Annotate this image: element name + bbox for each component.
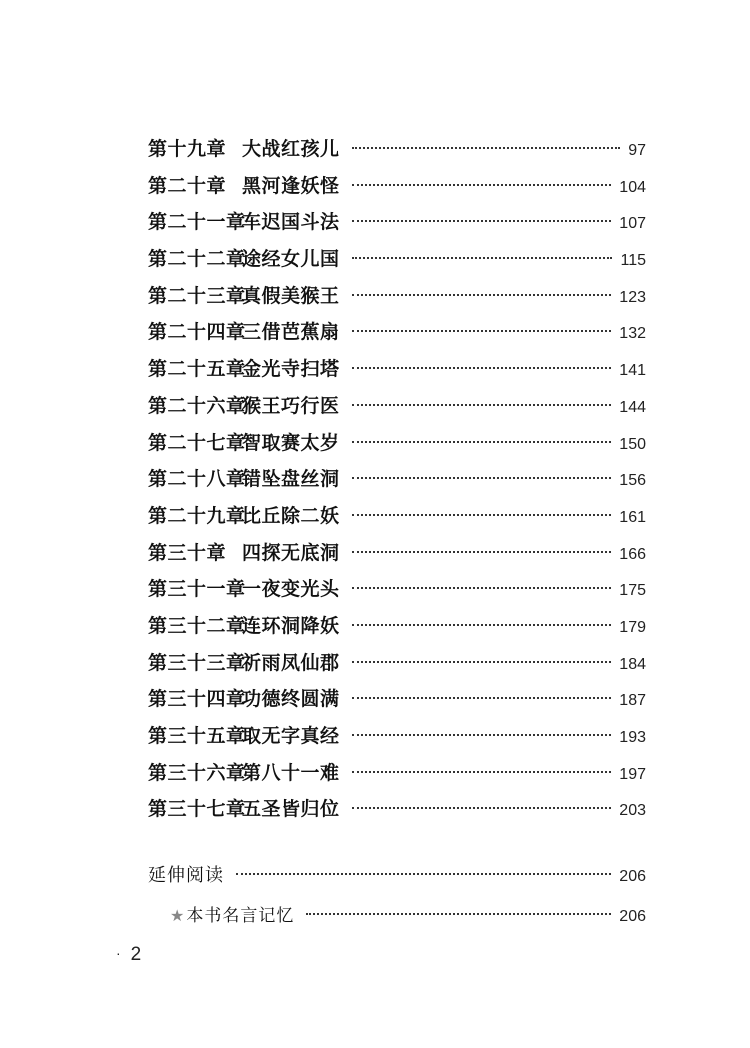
chapter-heading bbox=[148, 388, 340, 425]
extended-reading-section bbox=[148, 856, 646, 936]
toc-entry[interactable] bbox=[148, 425, 646, 462]
dot-leader bbox=[306, 913, 611, 915]
toc-entry[interactable] bbox=[148, 168, 646, 205]
chapter-heading bbox=[148, 571, 340, 608]
chapter-page: 175 bbox=[619, 582, 646, 600]
dot-leader bbox=[352, 697, 612, 699]
dot-leader bbox=[352, 147, 621, 149]
chapter-page: 193 bbox=[619, 729, 646, 746]
chapter-page: 97 bbox=[628, 142, 646, 159]
chapter-heading bbox=[148, 314, 340, 351]
dot-leader bbox=[352, 330, 612, 332]
chapter-number: 第二十六章 bbox=[148, 394, 246, 417]
chapter-page: 107 bbox=[619, 215, 646, 233]
chapter-number: 第二十四章 bbox=[148, 321, 246, 344]
extended-reading-title: 延伸阅读 bbox=[148, 865, 224, 886]
chapter-heading bbox=[148, 535, 340, 572]
dot-leader bbox=[352, 624, 612, 626]
toc-entry[interactable] bbox=[148, 681, 646, 718]
chapter-heading bbox=[148, 425, 340, 462]
chapter-number: 第三十五章 bbox=[148, 725, 246, 747]
dot-leader bbox=[352, 514, 612, 516]
toc-entry[interactable] bbox=[148, 645, 646, 682]
chapter-page: 150 bbox=[619, 435, 646, 453]
chapter-title: 车迟国斗法 bbox=[242, 211, 340, 234]
chapter-title: 错坠盘丝洞 bbox=[242, 468, 340, 491]
page-folio bbox=[116, 944, 141, 966]
chapter-title: 取无字真经 bbox=[242, 725, 340, 747]
chapter-page: 161 bbox=[619, 508, 646, 526]
quotes-page: 206 bbox=[619, 908, 646, 925]
dot-leader bbox=[352, 294, 612, 296]
dot-leader bbox=[352, 184, 612, 186]
chapter-title: 第八十一难 bbox=[242, 761, 340, 784]
toc-entry[interactable] bbox=[148, 718, 646, 755]
chapter-heading bbox=[148, 461, 340, 498]
quotes-title: 本书名言记忆 bbox=[186, 906, 295, 926]
chapter-number: 第二十三章 bbox=[148, 284, 246, 307]
chapter-title: 五圣皆归位 bbox=[242, 798, 340, 821]
chapter-heading bbox=[148, 755, 340, 792]
chapter-number: 第二十八章 bbox=[148, 468, 246, 491]
chapter-heading bbox=[148, 204, 340, 241]
chapter-page: 132 bbox=[619, 325, 646, 343]
chapter-heading bbox=[148, 608, 340, 645]
chapter-page: 179 bbox=[619, 618, 646, 636]
chapter-heading bbox=[148, 131, 340, 168]
chapter-title: 金光寺扫塔 bbox=[242, 358, 340, 381]
chapter-number: 第三十二章 bbox=[148, 614, 246, 637]
toc-entry-quotes[interactable] bbox=[170, 896, 646, 936]
toc-entry[interactable] bbox=[148, 791, 646, 828]
chapter-number: 第二十九章 bbox=[148, 504, 246, 527]
chapter-page: 115 bbox=[620, 252, 646, 270]
chapter-number: 第十九章 bbox=[148, 138, 227, 160]
chapter-page: 203 bbox=[619, 802, 646, 820]
toc-entry[interactable] bbox=[148, 388, 646, 425]
dot-leader bbox=[236, 873, 611, 875]
toc-entry[interactable] bbox=[148, 571, 646, 608]
chapter-page: 156 bbox=[619, 472, 646, 490]
dot-leader bbox=[352, 404, 612, 406]
chapter-number: 第三十章 bbox=[148, 541, 227, 564]
dot-leader bbox=[352, 807, 612, 809]
chapter-heading bbox=[148, 791, 340, 828]
chapter-number: 第二十五章 bbox=[148, 358, 246, 381]
chapter-number: 第三十七章 bbox=[148, 798, 246, 821]
toc-entry[interactable] bbox=[148, 131, 646, 168]
chapter-number: 第三十三章 bbox=[148, 651, 246, 674]
chapter-page: 141 bbox=[619, 362, 646, 380]
toc-entry[interactable] bbox=[148, 314, 646, 351]
chapter-heading bbox=[148, 278, 340, 315]
chapter-number: 第三十一章 bbox=[148, 578, 246, 601]
chapter-number: 第二十章 bbox=[148, 174, 227, 197]
chapter-heading bbox=[148, 718, 340, 755]
toc-entry[interactable] bbox=[148, 461, 646, 498]
chapter-heading bbox=[148, 645, 340, 682]
dot-leader bbox=[352, 734, 612, 736]
chapter-page: 197 bbox=[619, 765, 646, 783]
chapter-page: 123 bbox=[619, 288, 646, 306]
dot-leader bbox=[352, 587, 612, 589]
chapter-heading bbox=[148, 168, 340, 205]
chapter-title: 比丘除二妖 bbox=[242, 504, 340, 527]
chapter-heading bbox=[148, 681, 340, 718]
chapter-title: 一夜变光头 bbox=[242, 578, 340, 601]
dot-leader bbox=[352, 257, 613, 259]
dot-leader bbox=[352, 441, 612, 443]
dot-leader bbox=[352, 367, 612, 369]
chapter-number: 第二十一章 bbox=[148, 211, 246, 234]
toc-entry-extended-reading[interactable] bbox=[148, 856, 646, 896]
folio-bullet: · bbox=[116, 945, 121, 961]
toc-entry[interactable] bbox=[148, 351, 646, 388]
chapter-title: 三借芭蕉扇 bbox=[242, 321, 340, 344]
toc-entry[interactable] bbox=[148, 498, 646, 535]
chapter-number: 第二十二章 bbox=[148, 248, 246, 271]
toc-entry[interactable] bbox=[148, 204, 646, 241]
dot-leader bbox=[352, 220, 612, 222]
chapter-page: 144 bbox=[619, 398, 646, 416]
extended-reading-page: 206 bbox=[619, 868, 646, 885]
chapter-number: 第三十四章 bbox=[148, 688, 246, 711]
chapter-title: 猴王巧行医 bbox=[242, 394, 340, 417]
chapter-title: 途经女儿国 bbox=[242, 248, 340, 271]
toc-entry[interactable] bbox=[148, 278, 646, 315]
chapter-number: 第三十六章 bbox=[148, 761, 246, 784]
chapter-heading bbox=[148, 351, 340, 388]
chapter-title: 连环洞降妖 bbox=[242, 614, 340, 637]
chapter-page: 166 bbox=[619, 545, 646, 563]
dot-leader bbox=[352, 661, 612, 663]
chapter-title: 智取赛太岁 bbox=[242, 431, 340, 454]
page-number: 2 bbox=[130, 944, 142, 965]
chapter-page: 104 bbox=[619, 178, 646, 196]
toc-entry[interactable] bbox=[148, 241, 646, 278]
chapter-heading bbox=[148, 498, 340, 535]
chapter-title: 四探无底洞 bbox=[242, 541, 340, 564]
chapter-title: 功德终圆满 bbox=[242, 688, 340, 711]
chapter-title: 祈雨凤仙郡 bbox=[242, 651, 340, 674]
chapter-title: 黑河逢妖怪 bbox=[242, 174, 340, 197]
dot-leader bbox=[352, 771, 612, 773]
toc-entry[interactable] bbox=[148, 755, 646, 792]
chapter-page: 187 bbox=[619, 692, 646, 710]
toc-entry[interactable] bbox=[148, 608, 646, 645]
chapter-title: 真假美猴王 bbox=[242, 284, 340, 307]
chapter-number: 第二十七章 bbox=[148, 431, 246, 454]
chapter-page: 184 bbox=[619, 655, 646, 673]
table-of-contents bbox=[148, 131, 646, 828]
dot-leader bbox=[352, 551, 612, 553]
chapter-heading bbox=[148, 241, 340, 278]
dot-leader bbox=[352, 477, 612, 479]
chapter-title: 大战红孩儿 bbox=[242, 138, 340, 160]
star-icon: ★ bbox=[170, 906, 185, 925]
toc-entry[interactable] bbox=[148, 535, 646, 572]
